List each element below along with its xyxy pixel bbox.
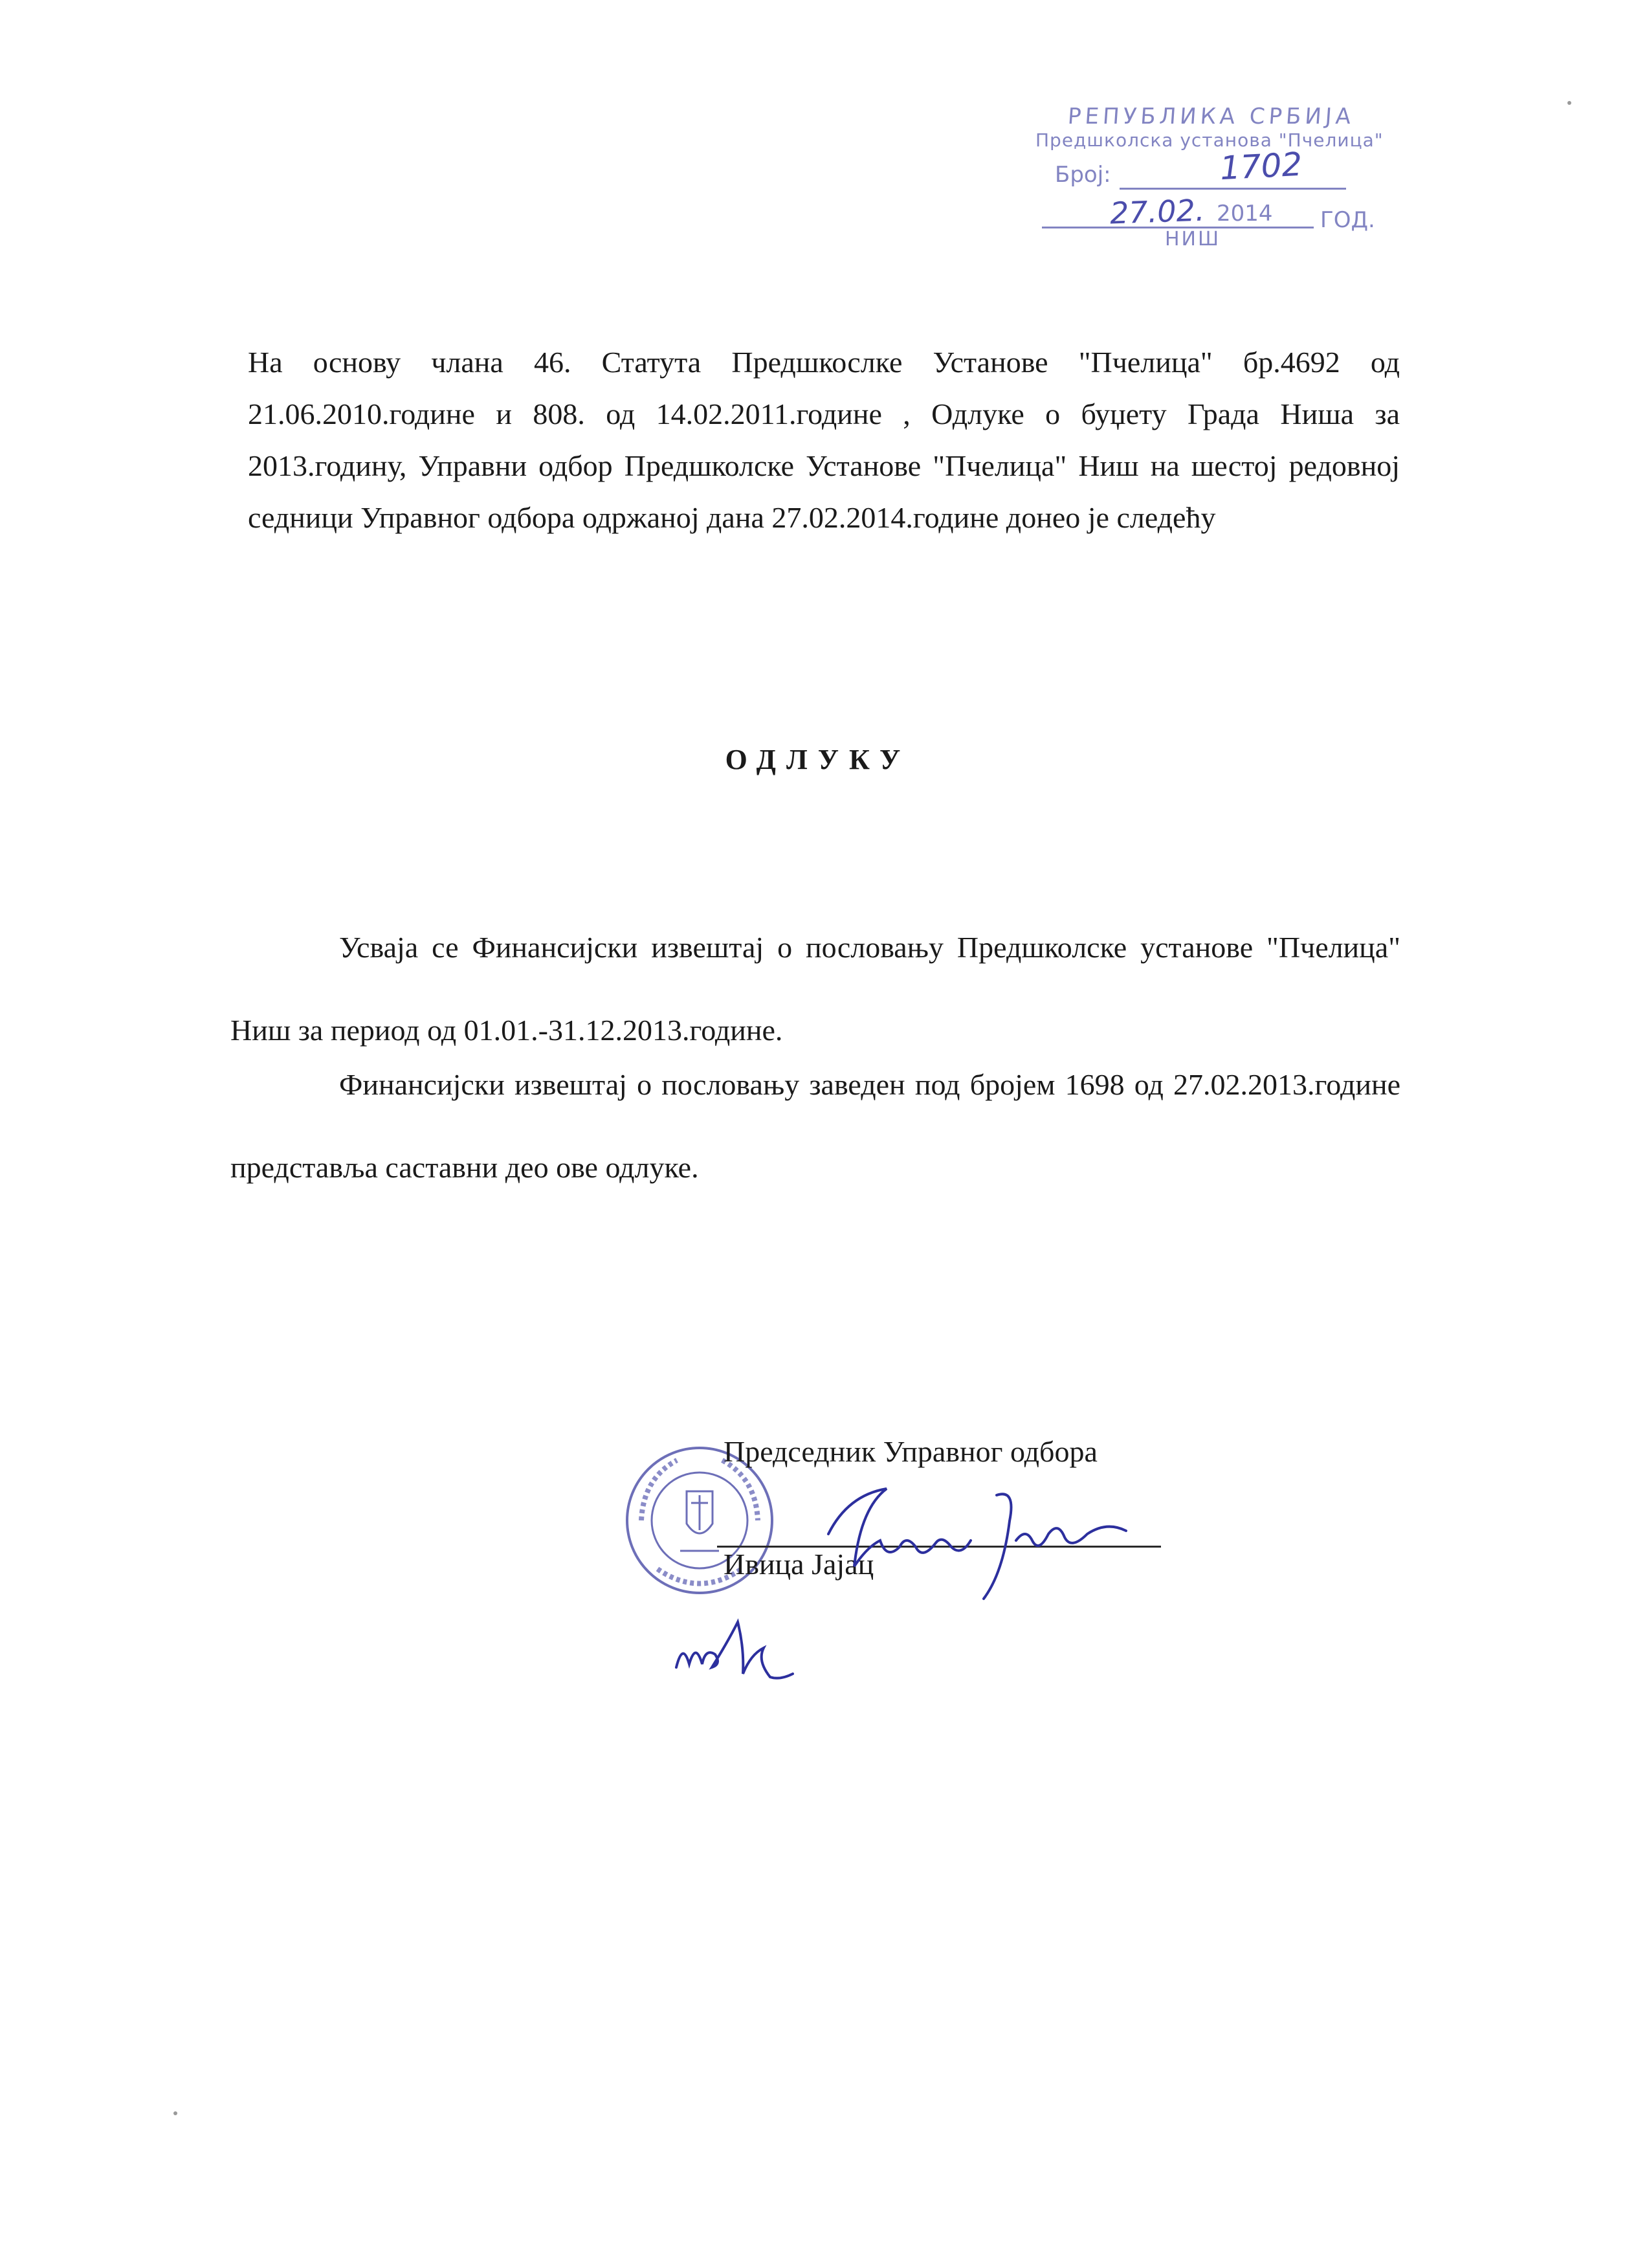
- stamp-number-value: 1702: [1219, 145, 1303, 188]
- registry-stamp: [1029, 97, 1391, 259]
- stamp-date-value: 27.02.: [1109, 192, 1206, 231]
- stamp-year: 2014: [1217, 201, 1273, 227]
- stamp-number-label: Број:: [1055, 162, 1111, 188]
- signatory-title: Председник Управног одбора: [724, 1435, 1098, 1468]
- stamp-number-rule: [1120, 188, 1346, 190]
- handwritten-signature-icon: [802, 1469, 1139, 1612]
- stamp-institution: Предшколска установа "Пчелица": [1035, 129, 1384, 151]
- intro-paragraph: На основу члана 46. Статута Предшкослке Установе "Пчелица" бр.4692 од 21.06.2010.године и 808. од 14.02.2011.године , Одлуке о буџету Града Ниша за 2013.годину, Управни одбор Предшколске Установе "Пчелица" Ниш на шестој редовној седници Управног одбора одржаној дана 27.02.2014.године донео је следећу: [248, 346, 1400, 534]
- initials-icon: [667, 1603, 796, 1687]
- stamp-country: РЕПУБЛИКА СРБИЈА: [1067, 104, 1356, 129]
- decision-paragraph: Финансијски извештај о пословању заведен под бројем 1698 од 27.02.2013.године представља саставни део ове одлуке.: [230, 1068, 1400, 1184]
- signatory-name: Ивица Јајац: [724, 1548, 874, 1581]
- stamp-city: НИШ: [1165, 228, 1221, 250]
- decision-paragraph: Усваја се Финансијски извештај о пословању Предшколске установе "Пчелица" Ниш за период од 01.01.-31.12.2013.године.: [230, 931, 1400, 1047]
- scan-speck: [173, 2111, 177, 2115]
- scan-speck: [1567, 101, 1571, 105]
- decision-heading: ОДЛУКУ: [725, 744, 911, 775]
- stamp-year-suffix: ГОД.: [1320, 207, 1375, 233]
